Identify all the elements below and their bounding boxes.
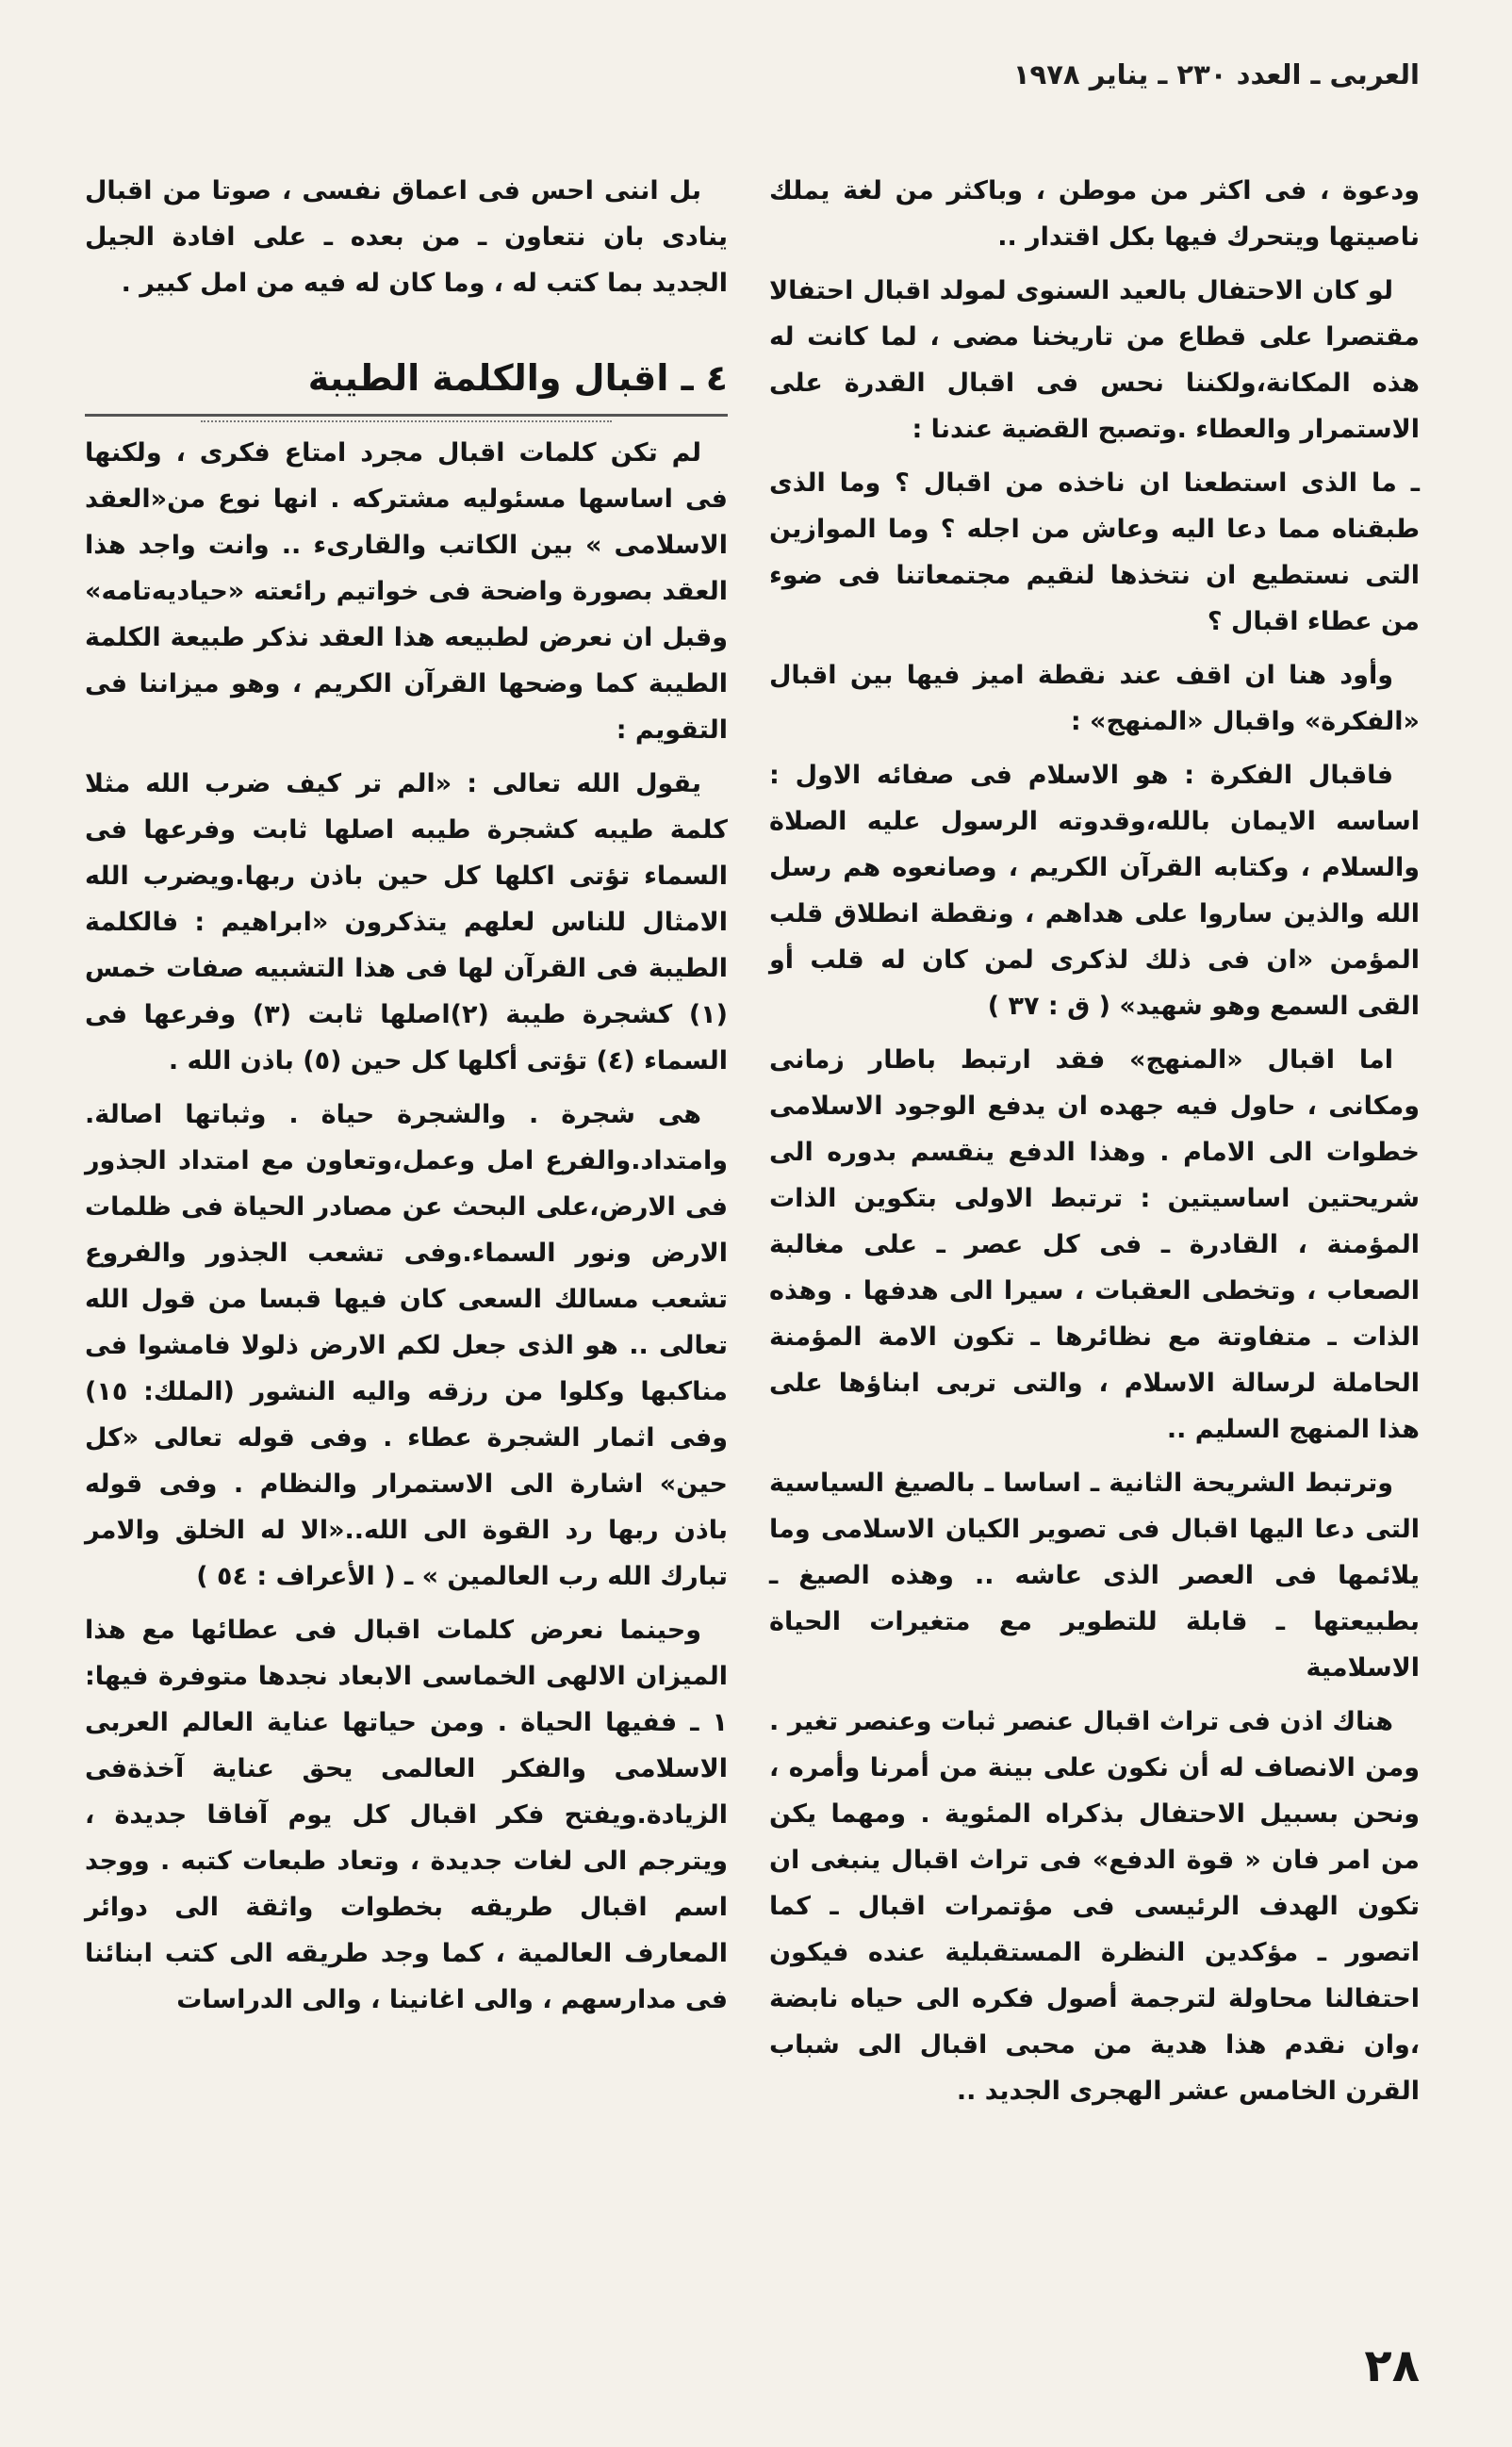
paragraph: اما اقبال «المنهج» فقد ارتبط باطار زمانى ومكانى ، حاول فيه جهده ان يدفع الوجود الاسلامى خطوات الى الامام . وهذا الدفع ينقسم بدوره الى شريحتين اساسيتين : ترتبط الاولى بتكوين الذات المؤمنة ، القادرة ـ فى كل عصر ـ على مغالبة الصعاب ، وتخطى العقبات ، سيرا الى هدفها . وهذه الذات ـ متفاوتة مع نظائرها ـ تكون الامة المؤمنة الحاملة لرسالة الاسلام ، والتى تربى ابناؤها على هذا المنهج السليم .. (769, 1045, 1420, 1444)
paragraph: لو كان الاحتفال بالعيد السنوى لمولد اقبال احتفالا مقتصرا على قطاع من تاريخنا مضى ، لما كانت له هذه المكانة،ولكننا نحس فى اقبال القدرة على الاستمرار والعطاء .وتصبح القضية عندنا : (769, 276, 1420, 444)
paragraph: فاقبال الفكرة : هو الاسلام فى صفائه الاول : اساسه الايمان بالله،وقدوته الرسول عليه الصلاة والسلام ، وكتابه القرآن الكريم ، وصانعوه هم رسل الله والذين ساروا على هداهم ، ونقطة انطلاق قلب المؤمن «ان فى ذلك لذكرى لمن كان له قلب أو القى السمع وهو شهيد» ( ق : ٣٧ ) (769, 761, 1420, 1021)
paragraph: لم تكن كلمات اقبال مجرد امتاع فكرى ، ولكنها فى اساسها مسئوليه مشتركه . انها نوع من«العقد الاسلامى » بين الكاتب والقارىء .. وانت واجد هذا العقد بصورة واضحة فى خواتيم رائعته «حياديه‌تامه» وقبل ان نعرض لطبيعه هذا العقد نذكر طبيعة الكلمة الطيبة كما وضحها القرآن الكريم ، وهو ميزاننا فى التقويم : (85, 438, 728, 745)
paragraph: ـ ما الذى استطعنا ان ناخذه من اقبال ؟ وما الذى طبقناه مما دعا اليه وعاش من اجله ؟ وما الموازين التى نستطيع ان نتخذها لنقيم مجتمعاتنا فى ضوء من عطاء اقبال ؟ (769, 468, 1420, 636)
right-column (769, 168, 1420, 2122)
paragraph: هناك اذن فى تراث اقبال عنصر ثبات وعنصر تغير . ومن الانصاف له أن نكون على بينة من أمرنا وأمره ، ونحن بسبيل الاحتفال بذكراه المئوية . ومهما يكن من امر فان « قوة الدفع» فى تراث اقبال ينبغى ان تكون الهدف الرئيسى فى مؤتمرات اقبال ـ كما اتصور ـ مؤكدين النظرة المستقبلية عنده فيكون احتفالنا محاولة لترجمة أصول فكره الى حياه نابضة ،وان نقدم هذا هدية من محبى اقبال الى شباب القرن الخامس عشر الهجرى الجديد .. (769, 1707, 1420, 2106)
paragraph: وترتبط الشريحة الثانية ـ اساسا ـ بالصيغ السياسية التى دعا اليها اقبال فى تصوير الكيان الاسلامى وما يلائمها فى العصر الذى عاشه .. وهذه الصيغ ـ بطبيعتها ـ قابلة للتطوير مع متغيرات الحياة الاسلامية (769, 1469, 1420, 1683)
paragraph: وحينما نعرض كلمات اقبال فى عطائها مع هذا الميزان الالهى الخماسى الابعاد نجدها متوفرة فيها: ١ ـ ففيها الحياة . ومن حياتها عناية العالم العربى الاسلامى والفكر العالمى يحق عناية آخذةفى الزيادة.ويفتح فكر اقبال كل يوم آفاقا جديدة ، ويترجم الى لغات جديدة ، وتعاد طبعات كتبه . ووجد اسم اقبال طريقه بخطوات واثقة الى دوائر المعارف العالمية ، كما وجد طريقه الى كتب ابنائنا فى مدارسهم ، والى اغانينا ، والى الدراسات (85, 1616, 728, 2014)
paragraph: هى شجرة . والشجرة حياة . وثباتها اصالة. وامتداد.والفرع امل وعمل،وتعاون مع امتداد الجذور فى الارض،على البحث عن مصادر الحياة فى ظلمات الارض ونور السماء.وفى تشعب الجذور والفروع تشعب مسالك السعى كان فيها قبسا من قول الله تعالى .. هو الذى جعل لكم الارض ذلولا فامشوا فى مناكبها وكلوا من رزقه واليه النشور (الملك: ١٥) وفى اثمار الشجرة عطاء . وفى قوله تعالى «كل حين» اشارة الى الاستمرار والنظام . وفى قوله باذن ربها رد القوة الى الله..«الا له الخلق والامر تبارك الله رب العالمين » ـ ( الأعراف : ٥٤ ) (85, 1100, 728, 1591)
page-number: ٢٨ (1364, 2340, 1420, 2392)
paragraph: ودعوة ، فى اكثر من موطن ، وباكثر من لغة يملك ناصيتها ويتحرك فيها بكل اقتدار .. (769, 176, 1420, 252)
running-head: العربى ـ العدد ٢٣٠ ـ يناير ١٩٧٨ (1012, 58, 1420, 90)
intro-paragraph: بل اننى احس فى اعماق نفسى ، صوتا من اقبال ينادى بان نتعاون ـ من بعده ـ على افادة الجيل الجديد بما كتب له ، وما كان له فيه من امل كبير . (85, 176, 728, 298)
paragraph: وأود هنا ان اقف عند نقطة اميز فيها بين اقبال «الفكرة» واقبال «المنهج» : (769, 661, 1420, 736)
paragraph: يقول الله تعالى : «الم تر كيف ضرب الله مثلا كلمة طيبه كشجرة طيبه اصلها ثابت وفرعها فى السماء تؤتى اكلها كل حين باذن ربها.ويضرب الله الامثال للناس لعلهم يتذكرون «ابراهيم : فالكلمة الطيبة فى القرآن لها فى هذا التشبيه صفات خمس (١) كشجرة طيبة (٢)اصلها ثابت (٣) وفرعها فى السماء (٤) تؤتى أكلها كل حين (٥) باذن الله . (85, 769, 728, 1076)
left-column (85, 168, 728, 2030)
section-title: ٤ ـ اقبال والكلمة الطيبة (85, 352, 728, 417)
